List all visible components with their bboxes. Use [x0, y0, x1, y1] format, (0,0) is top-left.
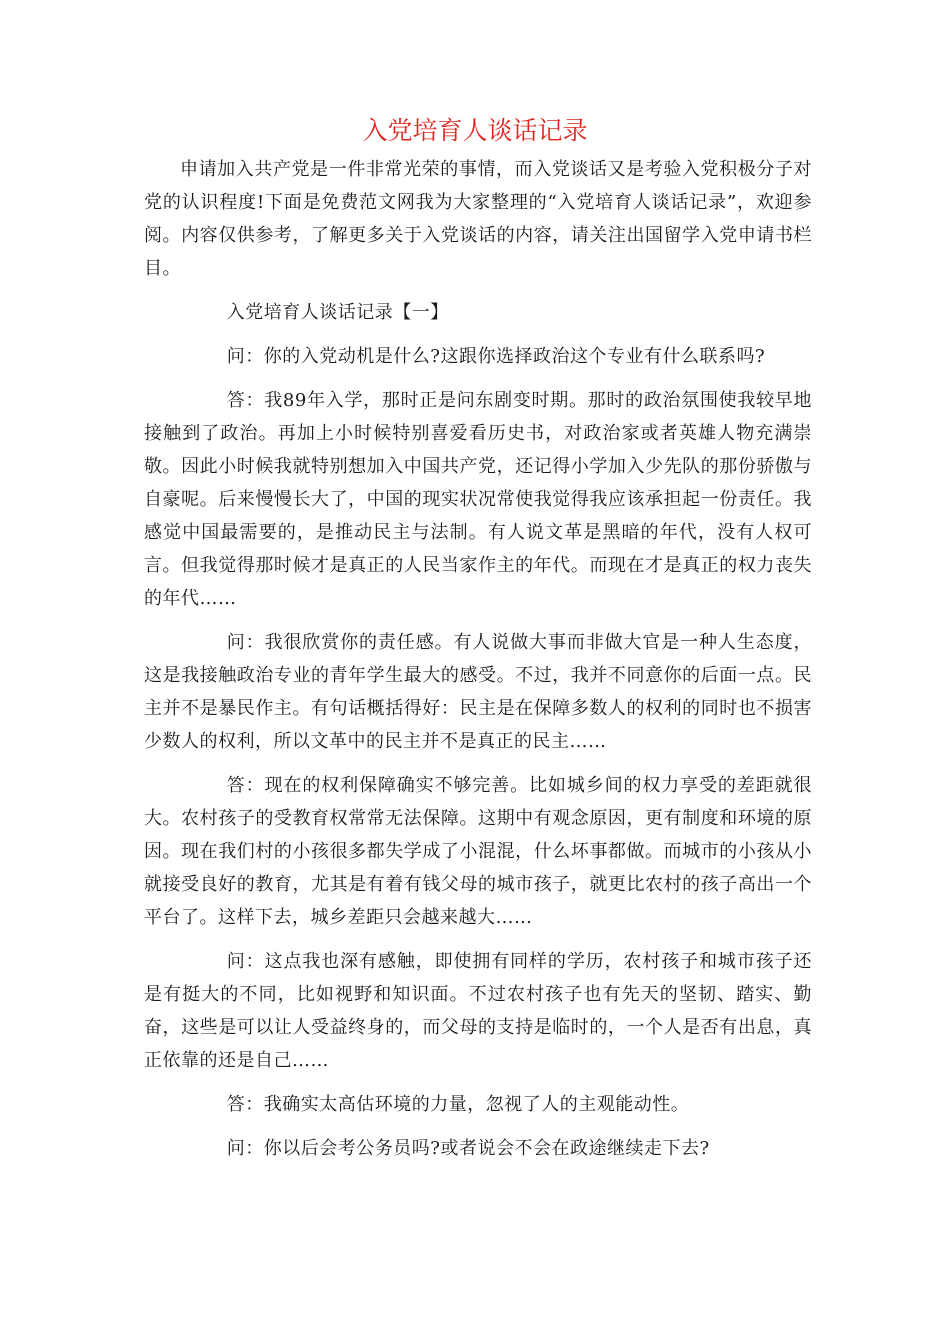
dialogue-paragraph: 问：我很欣赏你的责任感。有人说做大事而非做大官是一种人生态度，这是我接触政治专业的青年学生最大的感受。不过，我并不同意你的后面一点。民主并不是暴民作主。有句话概括得好：民主是在保障多数人的权利的同时也不损害少数人的权利，所以文革中的民主并不是真正的民主……: [144, 632, 812, 752]
document-body: [144, 153, 812, 1165]
dialogue-paragraph: 问：你以后会考公务员吗?或者说会不会在政途继续走下去?: [226, 1138, 710, 1159]
page-title: 入党培育人谈话记录: [362, 116, 588, 145]
dialogue-paragraph: 问：你的入党动机是什么?这跟你选择政治这个专业有什么联系吗?: [226, 346, 766, 367]
intro-paragraph: 申请加入共产党是一件非常光荣的事情，而入党谈话又是考验入党积极分子对党的认识程度!下面是免费范文网我为大家整理的“入党培育人谈话记录”，欢迎参阅。内容仅供参考，了解更多关于入党谈话的内容，请关注出国留学入党申请书栏目。: [144, 159, 812, 279]
dialogue-paragraph: 问：这点我也深有感触，即使拥有同样的学历，农村孩子和城市孩子还是有挺大的不同，比如视野和知识面。不过农村孩子也有先天的坚韧、踏实、勤奋，这些是可以让人受益终身的，而父母的支持是临时的，一个人是否有出息，真正依靠的还是自己……: [144, 951, 812, 1071]
dialogue-paragraph: 答：我89年入学，那时正是问东剧变时期。那时的政治氛围使我较早地接触到了政治。再加上小时候特别喜爱看历史书，对政治家或者英雄人物充满崇敬。因此小时候我就特别想加入中国共产党，还记得小学加入少先队的那份骄傲与自豪呢。后来慢慢长大了，中国的现实状况常使我觉得我应该承担起一份责任。我感觉中国最需要的，是推动民主与法制。有人说文革是黑暗的年代，没有人权可言。但我觉得那时候才是真正的人民当家作主的年代。而现在才是真正的权力丧失的年代……: [144, 390, 812, 609]
dialogue-paragraph: 答：我确实太高估环境的力量，忽视了人的主观能动性。: [226, 1094, 690, 1115]
dialogue-paragraph: 答：现在的权利保障确实不够完善。比如城乡间的权力享受的差距就很大。农村孩子的受教育权常常无法保障。这期中有观念原因，更有制度和环境的原因。现在我们村的小孩很多都失学成了小混混，什么坏事都做。而城市的小孩从小就接受良好的教育，尤其是有着有钱父母的城市孩子，就更比农村的孩子高出一个平台了。这样下去，城乡差距只会越来越大……: [144, 775, 812, 928]
section-heading: 入党培育人谈话记录【一】: [226, 302, 449, 323]
